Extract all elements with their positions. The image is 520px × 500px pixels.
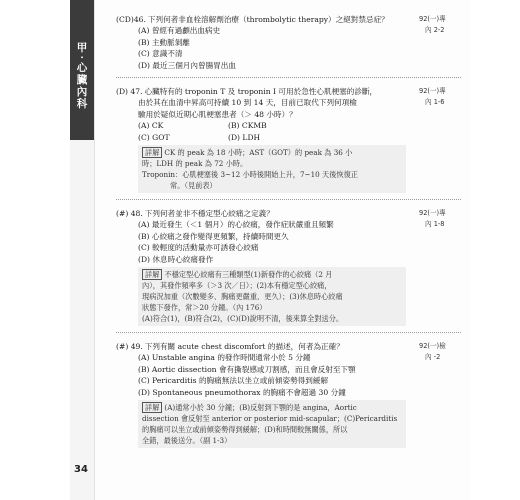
ref-year: 92(一)專 [419, 87, 446, 95]
question-stem: 下列何者並非不穩定型心絞痛之定義？ [144, 209, 274, 218]
chapter-char: 甲 [76, 42, 88, 54]
question-stem: 下列何者非血栓溶解劑治療（thrombolytic therapy）之絕對禁忌症？ [147, 15, 389, 24]
chapter-char: 臟 [76, 74, 88, 86]
explanation-line: 常。（見前表） [170, 181, 217, 190]
explanation-line: Troponin：心肌梗塞後 3~12 小時後開始上升，7~10 天後恢復正 [142, 170, 358, 179]
question-48 [116, 208, 461, 326]
divider [116, 77, 461, 78]
question-stem: 下列有關 acute chest discomfort 的描述，何者為正確？ [144, 342, 344, 351]
ref-year: 92(一)專 [419, 15, 446, 23]
explanation-line: 時；LDH 的 peak 為 72 小時。 [142, 159, 248, 168]
question-number: (CD)46. [116, 15, 146, 24]
option-c: (C) 意識不清 [138, 49, 183, 58]
answer-explanation [138, 400, 406, 448]
question-number: (D) 47. [116, 87, 143, 96]
option-b: (B) Aortic dissection 會有撕裂感或刀割感，而且會反射至下顎 [138, 364, 356, 374]
answer-explanation [138, 145, 406, 193]
explanation-tag: 詳解 [142, 147, 162, 158]
explanation-tag: 詳解 [142, 402, 162, 413]
book-page [70, 0, 470, 500]
divider [116, 332, 461, 333]
option-b: (B) 主動脈剝離 [138, 37, 190, 47]
explanation-line: 現病況加重（次數變多、胸痛更嚴重、更久）；(3)休息時心絞痛 [142, 292, 343, 301]
explanation-line: 狀態下發作，常＞20 分鐘。（內 176） [142, 303, 267, 312]
option-c: (C) Pericarditis 的胸痛無法以坐立或前傾姿勢得到緩解 [138, 376, 329, 385]
option-d: (D) LDH [228, 132, 261, 142]
question-reference [419, 14, 461, 36]
option-b: (B) 心絞痛之發作變得更頻繁，持續時間更久 [138, 231, 289, 241]
question-reference [419, 86, 461, 108]
chapter-side-tab [70, 0, 95, 500]
question-stem: 驗用於疑似近期心肌梗塞患者（＞ 48 小時）？ [138, 109, 297, 119]
page-number: 34 [74, 464, 88, 475]
option-c: (C) GOT [138, 132, 170, 142]
ref-code: 內 1-6 [425, 98, 445, 106]
question-reference [419, 341, 461, 363]
ref-code: 內 1-8 [425, 220, 445, 228]
question-stem: 由於其在血清中昇高可持續 10 到 14 天，目前已取代下列何項檢 [138, 98, 357, 107]
explanation-line: 內），其發作頻率多（＞3 次／日）；(2)本有穩定型心絞痛， [142, 281, 332, 290]
ref-year: 92(一)檢 [419, 342, 446, 350]
chapter-char: 內 [76, 86, 88, 98]
question-49 [116, 341, 461, 448]
explanation-line: CK 的 peak 為 18 小時；AST（GOT）的 peak 為 36 小 [164, 148, 353, 157]
chapter-char: 科 [76, 98, 88, 110]
ref-code: 內 2-2 [425, 26, 445, 34]
option-a: (A) 最近發生（＜1 個月）的心絞痛，發作症狀嚴重且頻繁 [138, 220, 334, 229]
divider [116, 199, 461, 200]
explanation-line: (A)符合(1)，(B)符合(2)，(C)(D)說明不清，後來算全對送分。 [142, 314, 344, 323]
option-b: (B) CKMB [228, 121, 267, 130]
ref-code: 內 -2 [425, 353, 441, 361]
option-d: (D) 最近三個月內曾腸胃出血 [138, 60, 236, 70]
question-reference [419, 208, 461, 230]
question-46 [116, 14, 461, 71]
question-list [116, 14, 461, 454]
ref-year: 92(一)專 [419, 209, 446, 217]
option-d: (D) 休息時心絞痛發作 [138, 254, 214, 264]
option-a: (A) 曾經有過顱出血病史 [138, 26, 221, 35]
question-stem: 心臟特有的 troponin T 及 troponin I 可用於急性心肌梗塞的診斷， [144, 87, 378, 96]
question-number: (#) 48. [116, 209, 143, 218]
option-c: (C) 較輕度的活動量亦可誘發心絞痛 [138, 243, 259, 252]
explanation-line: (A)通常小於 30 分鐘；(B)反射到下顎的是 angina，Aortic [164, 403, 357, 412]
explanation-line: 全錯，最後送分。（副 1-3） [142, 436, 232, 445]
explanation-line: 不穩定型心絞痛有三種類型(1)新發作的心絞痛（2 月 [164, 270, 333, 279]
answer-explanation [138, 267, 406, 326]
option-d: (D) Spontaneous pneumothorax 的胸痛不會超過 30 分鐘 [138, 387, 346, 397]
option-a: (A) CK [138, 121, 164, 130]
explanation-line: dissection 會反射至 anterior or posterior mid-scapular；(C)Pericarditis [142, 414, 398, 423]
chapter-char: ・ [78, 53, 86, 62]
chapter-char: 心 [76, 62, 88, 74]
chapter-label [70, 0, 94, 140]
explanation-line: 的胸痛可以坐立或前傾姿勢得到緩解；(D)和時間較無關係，所以 [142, 425, 348, 434]
option-a: (A) Unstable angina 的發作時間通常小於 5 分鐘 [138, 353, 311, 362]
question-number: (#) 49. [116, 342, 143, 351]
question-47 [116, 86, 461, 193]
explanation-tag: 詳解 [142, 269, 162, 280]
